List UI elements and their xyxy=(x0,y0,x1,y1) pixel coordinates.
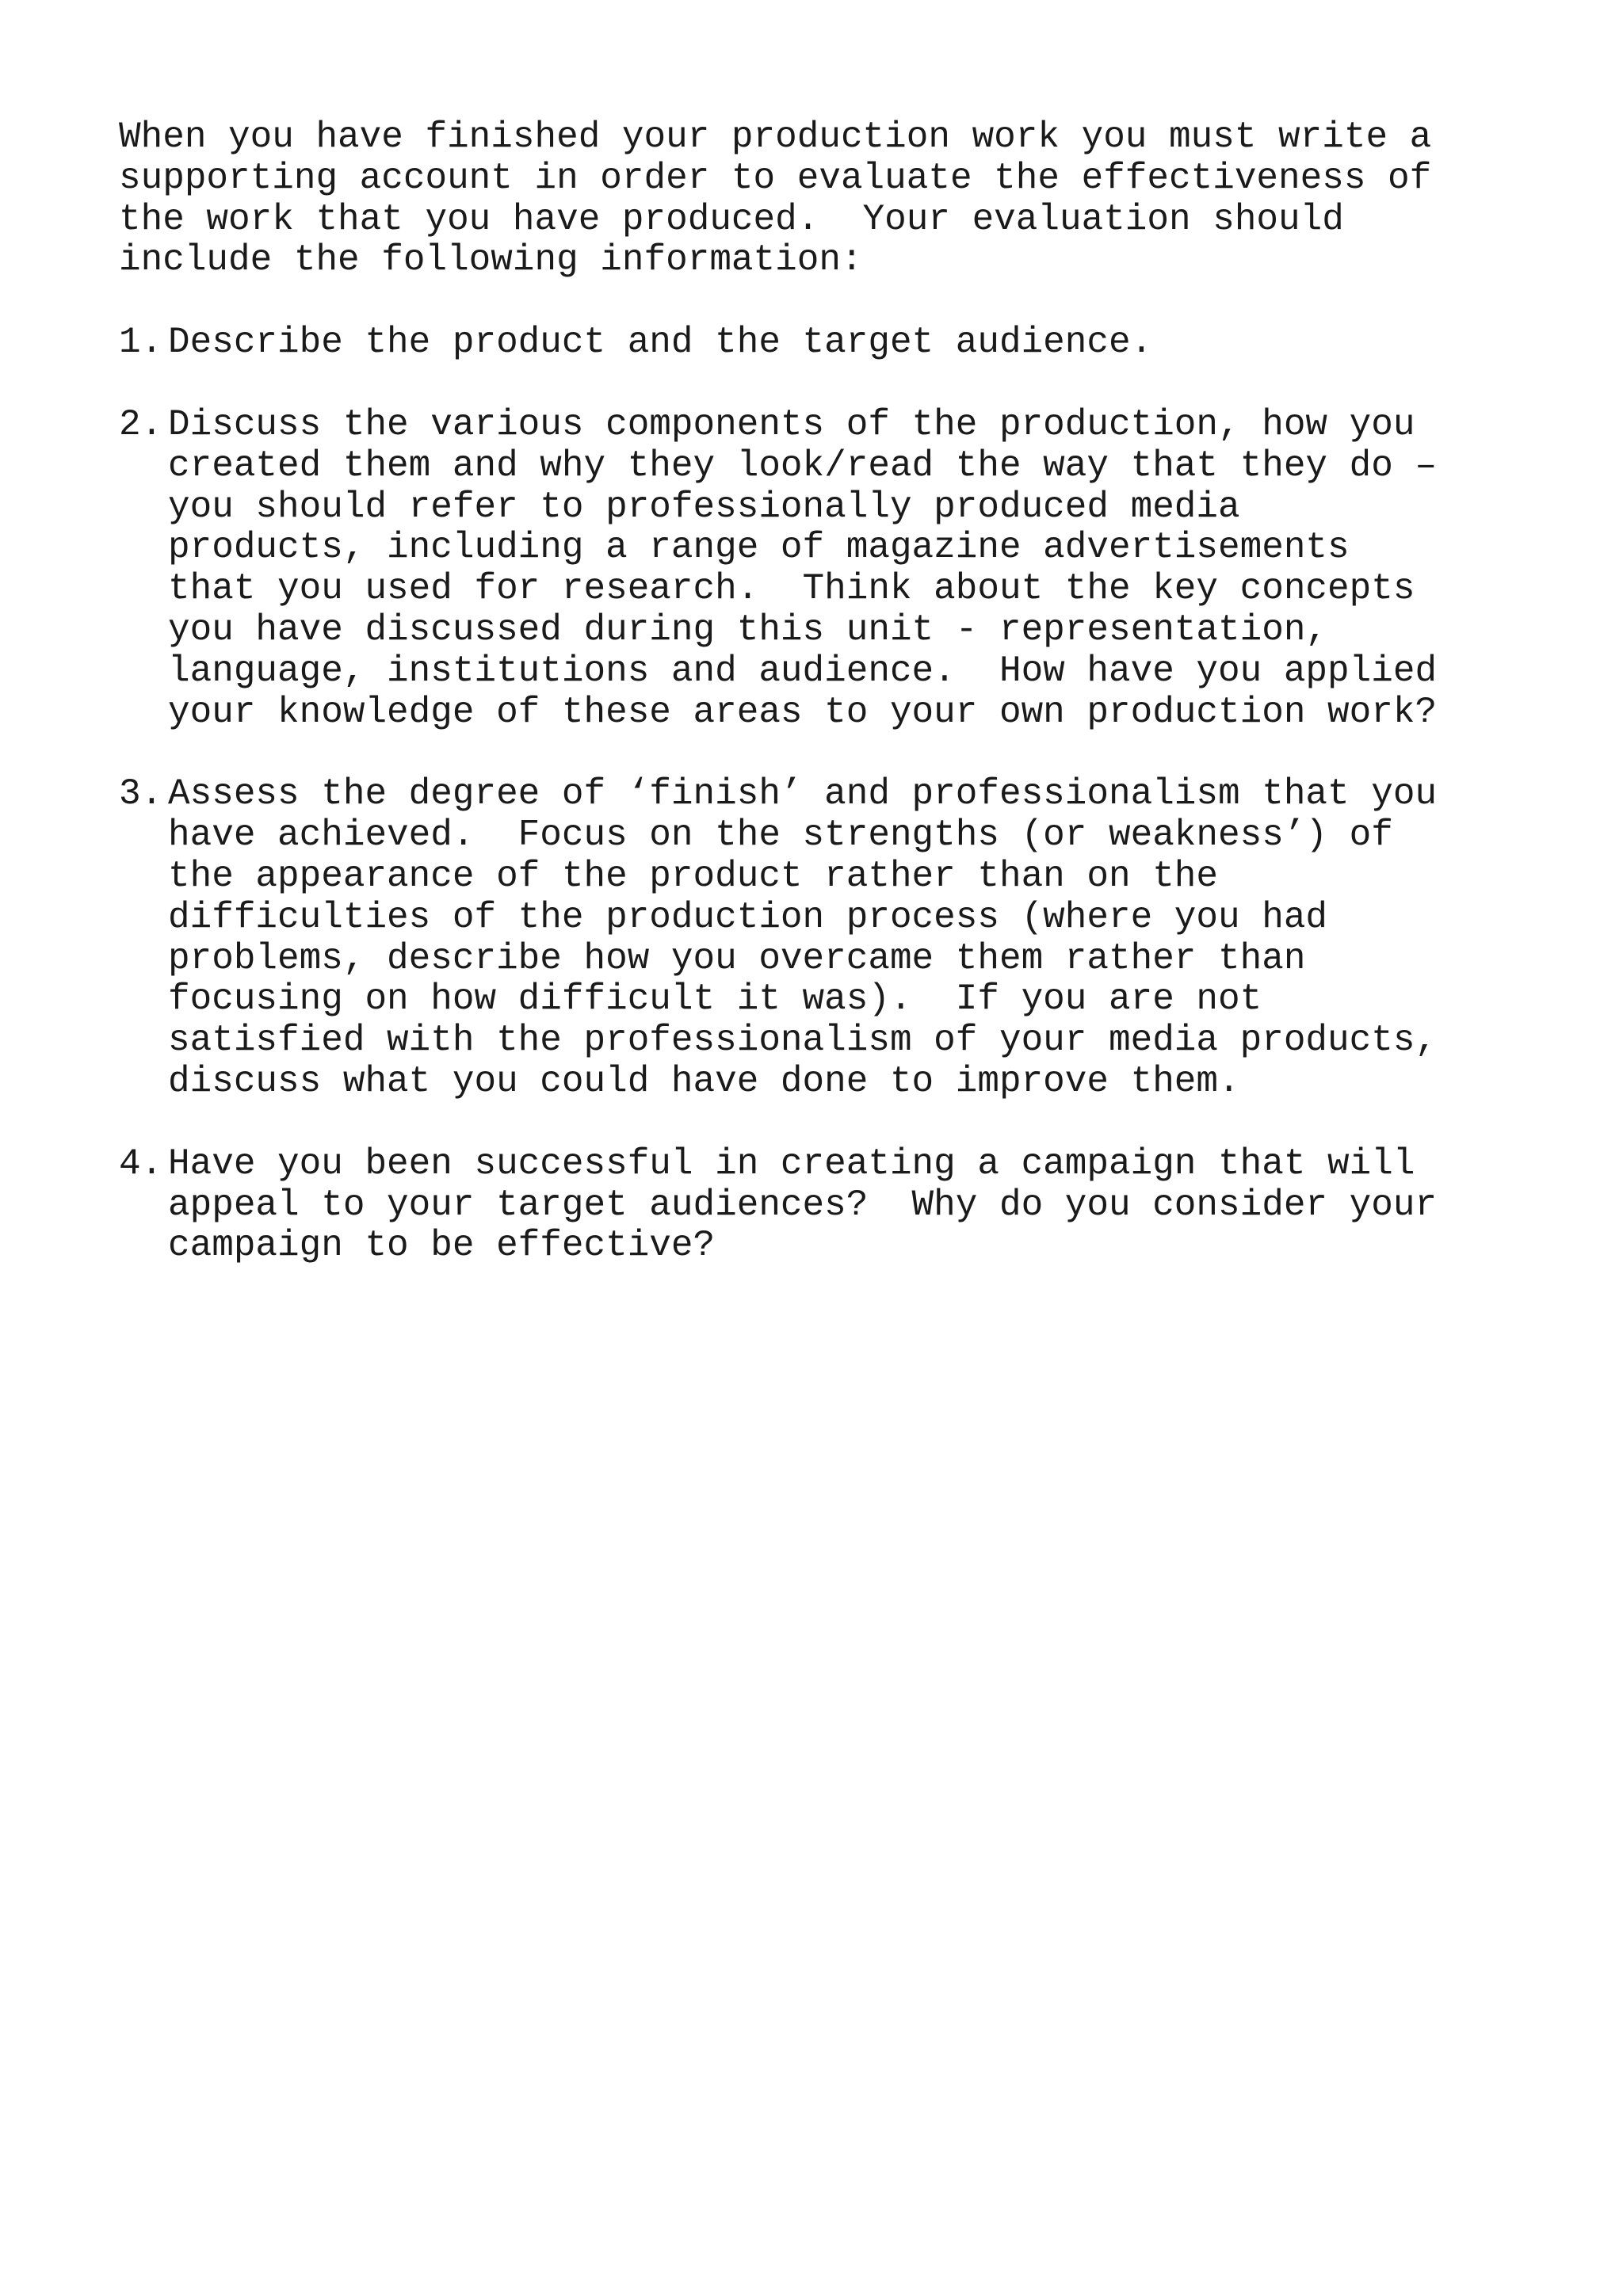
intro-line: the work that you have produced. Your evaluation should xyxy=(119,198,1344,240)
list-item-line: focusing on how difficult it was). If you are not xyxy=(168,978,1262,1020)
list-item-3 xyxy=(119,774,1506,1102)
list-item-line: the appearance of the product rather than on the xyxy=(168,855,1219,897)
list-item-line: products, including a range of magazine advertisements xyxy=(168,527,1350,569)
list-item-line: Assess the degree of ‘finish’ and professionalism that you xyxy=(168,773,1438,815)
list-item-line: created them and why they look/read the way that they do – xyxy=(168,444,1438,486)
list-item-2 xyxy=(119,405,1506,733)
list-item-line: Discuss the various components of the production, how you xyxy=(168,403,1415,445)
list-item-line: problems, describe how you overcame them rather than xyxy=(168,937,1306,979)
list-item-line: language, institutions and audience. How have you applied xyxy=(168,650,1438,692)
list-item-line: you should refer to professionally produced media xyxy=(168,486,1240,528)
intro-paragraph xyxy=(119,117,1506,281)
document-body xyxy=(119,117,1506,1308)
list-item-number: 3. xyxy=(119,773,163,815)
list-item-1 xyxy=(119,322,1506,364)
list-item-line: have achieved. Focus on the strengths (or weakness’) of xyxy=(168,814,1393,856)
list-item-line: Have you been successful in creating a campaign that will xyxy=(168,1142,1415,1184)
list-item-4 xyxy=(119,1144,1506,1267)
list-item-line: Describe the product and the target audience. xyxy=(168,322,1153,364)
intro-line: include the following information: xyxy=(119,239,863,281)
list-item-line: your knowledge of these areas to your own production work? xyxy=(168,691,1438,733)
list-item-number: 1. xyxy=(119,322,163,364)
list-item-line: you have discussed during this unit - representation, xyxy=(168,608,1328,650)
list-item-line: difficulties of the production process (where you had xyxy=(168,896,1328,938)
list-item-number: 2. xyxy=(119,403,163,445)
list-item-line: satisfied with the professionalism of your media products, xyxy=(168,1020,1438,1062)
list-item-line: discuss what you could have done to improve them. xyxy=(168,1060,1240,1102)
list-item-line: campaign to be effective? xyxy=(168,1225,716,1267)
list-item-line: that you used for research. Think about the key concepts xyxy=(168,568,1415,610)
intro-line: When you have finished your production work you must write a xyxy=(119,116,1432,158)
intro-line: supporting account in order to evaluate the effectiveness of xyxy=(119,157,1432,199)
list-item-line: appeal to your target audiences? Why do you consider your xyxy=(168,1184,1438,1226)
list-item-number: 4. xyxy=(119,1142,163,1184)
